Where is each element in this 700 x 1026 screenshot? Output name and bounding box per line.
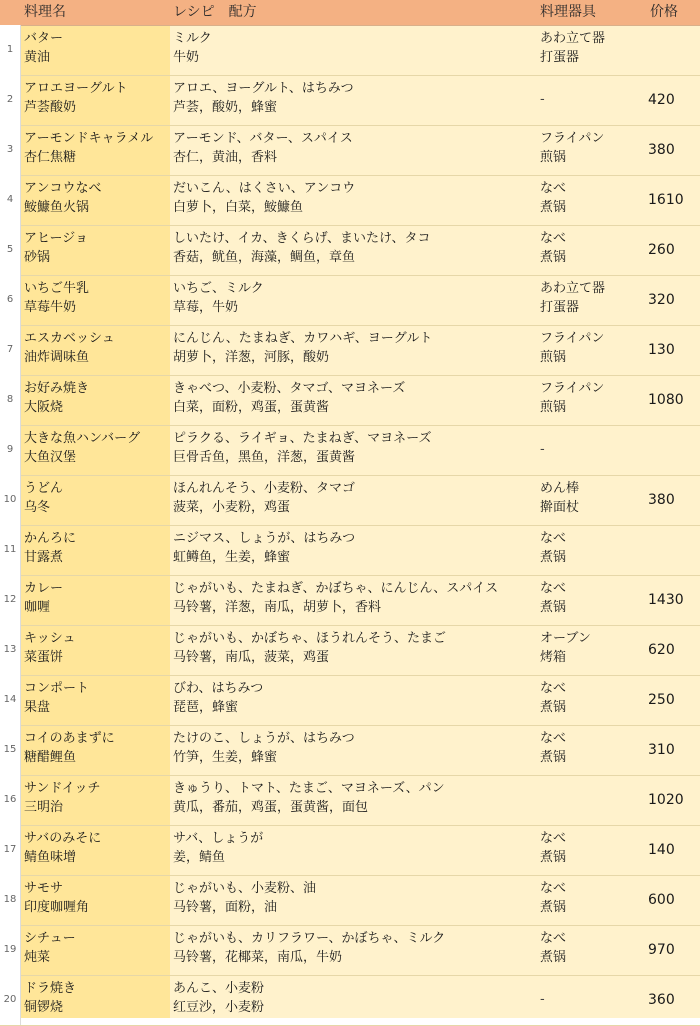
cell-dish-name[interactable] bbox=[24, 179, 101, 217]
dish-name-cn: 三明治 bbox=[24, 800, 64, 815]
cell-dish-name[interactable] bbox=[24, 229, 88, 267]
tool-jp: あわ立て器 bbox=[540, 31, 606, 46]
cell-tool-empty[interactable]: - bbox=[540, 442, 545, 457]
cell-recipe[interactable] bbox=[173, 329, 432, 367]
table-row[interactable] bbox=[0, 75, 700, 126]
dish-name-jp: サンドイッチ bbox=[24, 781, 101, 796]
cell-recipe[interactable] bbox=[173, 229, 431, 267]
tool-jp: フライパン bbox=[540, 331, 605, 346]
cell-recipe[interactable] bbox=[173, 829, 263, 867]
tool-jp: めん棒 bbox=[540, 481, 580, 496]
recipe-jp: じゃがいも、カリフラワー、かぼちゃ、ミルク bbox=[173, 931, 446, 946]
cell-tool-empty[interactable]: - bbox=[540, 92, 545, 107]
recipe-cn: 草莓，牛奶 bbox=[173, 300, 239, 315]
row-number[interactable]: 16 bbox=[0, 775, 21, 825]
cell-price[interactable]: 320 bbox=[648, 292, 675, 308]
recipe-cn: 白菜，面粉，鸡蛋，蛋黄酱 bbox=[173, 400, 330, 415]
table-row[interactable] bbox=[0, 325, 700, 376]
cell-recipe[interactable] bbox=[173, 279, 264, 317]
table-row[interactable] bbox=[0, 725, 700, 776]
tool-jp: なべ bbox=[540, 681, 567, 696]
recipe-cn: 马铃薯，面粉，油 bbox=[173, 900, 278, 915]
recipe-cn: 黄瓜，番茄，鸡蛋，蛋黄酱，面包 bbox=[173, 800, 369, 815]
cell-recipe[interactable] bbox=[173, 979, 264, 1017]
tool-cn: 煎锅 bbox=[540, 150, 567, 165]
recipe-cn: 马铃薯，花椰菜，南瓜，牛奶 bbox=[173, 950, 343, 965]
cell-tool[interactable] bbox=[540, 129, 604, 167]
recipe-jp: あんこ、小麦粉 bbox=[173, 981, 265, 996]
cell-price[interactable]: 1610 bbox=[648, 192, 684, 208]
dish-name-jp: うどん bbox=[24, 481, 64, 496]
recipe-jp: アーモンド、バター、スパイス bbox=[173, 131, 353, 146]
table-row[interactable] bbox=[0, 875, 700, 926]
cell-recipe[interactable] bbox=[173, 379, 405, 417]
cell-tool[interactable] bbox=[540, 629, 591, 667]
dish-name-jp: アロエヨーグルト bbox=[24, 81, 128, 96]
table-row[interactable] bbox=[0, 525, 700, 576]
recipe-jp: しいたけ、イカ、きくらげ、まいたけ、タコ bbox=[173, 231, 431, 246]
tool-jp: なべ bbox=[540, 731, 567, 746]
row-number[interactable]: 17 bbox=[0, 825, 21, 875]
table-row[interactable] bbox=[0, 25, 700, 76]
dish-name-jp: アヒージョ bbox=[24, 231, 88, 246]
dish-name-jp: カレー bbox=[24, 581, 64, 596]
recipe-jp: びわ、はちみつ bbox=[173, 681, 264, 696]
tool-jp: なべ bbox=[540, 181, 567, 196]
dish-name-jp: バター bbox=[24, 31, 64, 46]
dish-name-cn: 糖醋鲤鱼 bbox=[24, 750, 77, 765]
row-number[interactable]: 11 bbox=[0, 525, 21, 575]
tool-cn: 煮锅 bbox=[540, 600, 567, 615]
row-number[interactable]: 9 bbox=[0, 425, 21, 475]
cell-price[interactable]: 380 bbox=[648, 142, 675, 158]
tool-jp: あわ立て器 bbox=[540, 281, 606, 296]
cell-price[interactable]: 250 bbox=[648, 692, 675, 708]
tool-cn: 煮锅 bbox=[540, 550, 567, 565]
dish-name-cn: 大阪烧 bbox=[24, 400, 64, 415]
table-row[interactable] bbox=[0, 475, 700, 526]
cell-recipe[interactable] bbox=[173, 679, 263, 717]
dish-name-cn: 杏仁焦糖 bbox=[24, 150, 77, 165]
dish-name-jp: サバのみそに bbox=[24, 831, 102, 846]
recipe-jp: サバ、しょうが bbox=[173, 831, 264, 846]
row-number[interactable]: 14 bbox=[0, 675, 21, 725]
cell-tool[interactable] bbox=[540, 279, 605, 317]
cell-dish-name[interactable] bbox=[24, 529, 76, 567]
cell-tool[interactable] bbox=[540, 379, 604, 417]
row-number[interactable]: 12 bbox=[0, 575, 21, 625]
recipe-cn: 白萝卜，白菜，鮟鱇鱼 bbox=[173, 200, 304, 215]
tool-jp: なべ bbox=[540, 581, 567, 596]
cell-dish-name[interactable] bbox=[24, 879, 89, 917]
cell-recipe[interactable] bbox=[173, 179, 355, 217]
recipe-cn: 红豆沙，小麦粉 bbox=[173, 1000, 265, 1015]
dish-name-jp: サモサ bbox=[24, 881, 64, 896]
cell-tool[interactable] bbox=[540, 879, 566, 917]
cell-recipe[interactable] bbox=[173, 729, 355, 767]
cell-dish-name[interactable] bbox=[24, 279, 89, 317]
dish-name-jp: コイのあまずに bbox=[24, 731, 115, 746]
dish-name-cn: 鲭鱼味增 bbox=[24, 850, 77, 865]
dish-name-cn: 印度咖喱角 bbox=[24, 900, 90, 915]
cell-recipe[interactable] bbox=[173, 629, 446, 667]
cell-recipe[interactable] bbox=[173, 779, 445, 817]
header-price[interactable]: 价格 bbox=[650, 4, 678, 20]
cell-price[interactable]: 1020 bbox=[648, 792, 684, 808]
recipe-cn: 牛奶 bbox=[173, 50, 200, 65]
table-row[interactable] bbox=[0, 125, 700, 176]
header-tool[interactable]: 料理器具 bbox=[540, 4, 596, 20]
dish-name-cn: 砂锅 bbox=[24, 250, 51, 265]
tool-cn: 煎锅 bbox=[540, 350, 567, 365]
dish-name-jp: シチュー bbox=[24, 931, 76, 946]
dish-name-jp: キッシュ bbox=[24, 631, 76, 646]
cell-price[interactable]: 130 bbox=[648, 342, 675, 358]
dish-name-jp: 大きな魚ハンバーグ bbox=[24, 431, 141, 446]
recipe-cn: 香菇，鱿鱼，海藻，鲷鱼，章鱼 bbox=[173, 250, 356, 265]
dish-name-cn: 乌冬 bbox=[24, 500, 51, 515]
cell-tool[interactable] bbox=[540, 479, 579, 517]
table-row[interactable] bbox=[0, 425, 700, 476]
dish-name-cn: 芦荟酸奶 bbox=[24, 100, 77, 115]
recipe-jp: ミルク bbox=[173, 31, 212, 46]
row-number[interactable]: 4 bbox=[0, 175, 21, 225]
cell-tool[interactable] bbox=[540, 829, 566, 867]
dish-name-cn: 甘露煮 bbox=[24, 550, 64, 565]
tool-cn: 烤箱 bbox=[540, 650, 567, 665]
row-number[interactable]: 1 bbox=[0, 25, 21, 75]
dish-name-jp: ドラ焼き bbox=[24, 981, 77, 996]
row-number[interactable]: 19 bbox=[0, 925, 21, 975]
dish-name-cn: 草莓牛奶 bbox=[24, 300, 77, 315]
recipe-jp: だいこん、はくさい、アンコウ bbox=[173, 181, 356, 196]
cell-recipe[interactable] bbox=[173, 879, 316, 917]
tool-jp: なべ bbox=[540, 931, 567, 946]
cell-price[interactable]: 1430 bbox=[648, 592, 684, 608]
recipe-jp: いちご、ミルク bbox=[173, 281, 264, 296]
dish-name-cn: 咖喱 bbox=[24, 600, 51, 615]
dish-name-jp: かんろに bbox=[24, 531, 77, 546]
cell-recipe[interactable] bbox=[173, 29, 212, 67]
dish-name-cn: 油炸调味鱼 bbox=[24, 350, 90, 365]
dish-name-cn: 大鱼汉堡 bbox=[24, 450, 77, 465]
cell-recipe[interactable] bbox=[173, 79, 354, 117]
tool-jp: なべ bbox=[540, 531, 567, 546]
dish-name-cn: 黄油 bbox=[24, 50, 51, 65]
tool-jp: なべ bbox=[540, 231, 567, 246]
row-number[interactable]: 20 bbox=[0, 975, 21, 1025]
dish-name-cn: 鮟鱇鱼火锅 bbox=[24, 200, 90, 215]
tool-jp: フライパン bbox=[540, 131, 605, 146]
recipe-cn: 虹鳟鱼，生姜，蜂蜜 bbox=[173, 550, 291, 565]
recipe-cn: 马铃薯，南瓜，菠菜，鸡蛋 bbox=[173, 650, 330, 665]
tool-jp: なべ bbox=[540, 831, 567, 846]
cell-recipe[interactable] bbox=[173, 579, 498, 617]
dish-name-cn: 菜蛋饼 bbox=[24, 650, 64, 665]
tool-cn: 打蛋器 bbox=[540, 300, 580, 315]
row-number[interactable]: 10 bbox=[0, 475, 21, 525]
cell-tool[interactable] bbox=[540, 29, 605, 67]
recipe-jp: じゃがいも、たまねぎ、かぼちゃ、にんじん、スパイス bbox=[173, 581, 499, 596]
cell-dish-name[interactable] bbox=[24, 329, 115, 367]
recipe-cn: 芦荟，酸奶，蜂蜜 bbox=[173, 100, 278, 115]
dish-name-cn: 炖菜 bbox=[24, 950, 51, 965]
cell-price[interactable]: 620 bbox=[648, 642, 675, 658]
cell-price[interactable]: 420 bbox=[648, 92, 675, 108]
dish-name-jp: アーモンドキャラメル bbox=[24, 131, 154, 146]
cell-tool[interactable] bbox=[540, 179, 566, 217]
cell-tool[interactable] bbox=[540, 579, 566, 617]
table-row[interactable] bbox=[0, 825, 700, 876]
cell-tool[interactable] bbox=[540, 529, 566, 567]
cell-dish-name[interactable] bbox=[24, 829, 101, 867]
cell-price[interactable]: 380 bbox=[648, 492, 675, 508]
cell-dish-name[interactable] bbox=[24, 29, 63, 67]
row-number[interactable]: 2 bbox=[0, 75, 21, 125]
table-row[interactable] bbox=[0, 975, 700, 1026]
dish-name-cn: 果盘 bbox=[24, 700, 51, 715]
recipe-jp: にんじん、たまねぎ、カワハギ、ヨーグルト bbox=[173, 331, 433, 346]
cell-dish-name[interactable] bbox=[24, 679, 89, 717]
cell-dish-name[interactable] bbox=[24, 429, 140, 467]
cell-tool[interactable] bbox=[540, 729, 566, 767]
row-number[interactable]: 7 bbox=[0, 325, 21, 375]
row-number[interactable]: 13 bbox=[0, 625, 21, 675]
recipe-jp: じゃがいも、かぼちゃ、ほうれんそう、たまご bbox=[173, 631, 447, 646]
recipe-cn: 竹笋，生姜，蜂蜜 bbox=[173, 750, 278, 765]
cell-price[interactable]: 1080 bbox=[648, 392, 684, 408]
cell-tool-empty[interactable]: - bbox=[540, 992, 545, 1007]
header-name[interactable]: 料理名 bbox=[24, 4, 66, 20]
table-row[interactable] bbox=[0, 575, 700, 626]
cell-recipe[interactable] bbox=[173, 479, 355, 517]
row-number[interactable]: 6 bbox=[0, 275, 21, 325]
cell-price[interactable]: 260 bbox=[648, 242, 675, 258]
recipe-cn: 姜，鲭鱼 bbox=[173, 850, 226, 865]
recipe-jp: じゃがいも、小麦粉、油 bbox=[173, 881, 317, 896]
recipe-cn: 琵琶，蜂蜜 bbox=[173, 700, 239, 715]
recipe-jp: アロエ、ヨーグルト、はちみつ bbox=[173, 81, 354, 96]
cell-dish-name[interactable] bbox=[24, 579, 63, 617]
row-number[interactable]: 15 bbox=[0, 725, 21, 775]
recipe-jp: きゅうり、トマト、たまご、マヨネーズ、パン bbox=[173, 781, 445, 796]
recipe-cn: 菠菜，小麦粉，鸡蛋 bbox=[173, 500, 291, 515]
row-number[interactable]: 5 bbox=[0, 225, 21, 275]
cell-dish-name[interactable] bbox=[24, 979, 76, 1017]
cell-tool[interactable] bbox=[540, 229, 566, 267]
tool-cn: 煮锅 bbox=[540, 850, 567, 865]
cell-tool[interactable] bbox=[540, 679, 566, 717]
recipe-cn: 巨骨舌鱼，黑鱼，洋葱，蛋黄酱 bbox=[173, 450, 356, 465]
cell-tool[interactable] bbox=[540, 329, 604, 367]
tool-cn: 煮锅 bbox=[540, 900, 567, 915]
dish-name-jp: いちご牛乳 bbox=[24, 281, 90, 296]
dish-name-jp: お好み焼き bbox=[24, 381, 90, 396]
cell-price[interactable]: 310 bbox=[648, 742, 675, 758]
recipe-cn: 杏仁，黄油，香料 bbox=[173, 150, 278, 165]
cell-price[interactable]: 360 bbox=[648, 992, 675, 1008]
tool-jp: なべ bbox=[540, 881, 567, 896]
cell-recipe[interactable] bbox=[173, 529, 355, 567]
recipe-jp: ほんれんそう、小麦粉、タマゴ bbox=[173, 481, 356, 496]
table-row[interactable] bbox=[0, 675, 700, 726]
recipe-cn: 胡萝卜，洋葱，河豚，酸奶 bbox=[173, 350, 330, 365]
table-row[interactable] bbox=[0, 925, 700, 976]
cell-price[interactable]: 600 bbox=[648, 892, 675, 908]
cell-price[interactable]: 140 bbox=[648, 842, 675, 858]
cell-price[interactable]: 970 bbox=[648, 942, 675, 958]
recipe-jp: ニジマス、しょうが、はちみつ bbox=[173, 531, 356, 546]
row-number[interactable]: 3 bbox=[0, 125, 21, 175]
cell-recipe[interactable] bbox=[173, 929, 445, 967]
cell-dish-name[interactable] bbox=[24, 779, 100, 817]
recipe-jp: ピラクる、ライギョ、たまねぎ、マヨネーズ bbox=[173, 431, 432, 446]
cell-dish-name[interactable] bbox=[24, 629, 75, 667]
table-row[interactable] bbox=[0, 225, 700, 276]
dish-name-jp: コンポート bbox=[24, 681, 90, 696]
cell-recipe[interactable] bbox=[173, 429, 431, 467]
cell-tool[interactable] bbox=[540, 929, 566, 967]
tool-jp: オーブン bbox=[540, 631, 591, 646]
cell-dish-name[interactable] bbox=[24, 729, 115, 767]
cell-dish-name[interactable] bbox=[24, 929, 76, 967]
cell-recipe[interactable] bbox=[173, 129, 353, 167]
header-recipe[interactable]: レシピ 配方 bbox=[173, 4, 257, 20]
table-row[interactable] bbox=[0, 775, 700, 826]
cell-dish-name[interactable] bbox=[24, 129, 153, 167]
tool-cn: 煮锅 bbox=[540, 250, 567, 265]
table-row[interactable] bbox=[0, 375, 700, 426]
row-number[interactable]: 18 bbox=[0, 875, 21, 925]
table-row[interactable] bbox=[0, 625, 700, 676]
cell-dish-name[interactable] bbox=[24, 79, 128, 117]
header-row bbox=[0, 0, 700, 26]
table-row[interactable] bbox=[0, 275, 700, 326]
table-row[interactable] bbox=[0, 175, 700, 226]
recipe-cn: 马铃薯，洋葱，南瓜，胡萝卜，香料 bbox=[173, 600, 382, 615]
cell-dish-name[interactable] bbox=[24, 379, 89, 417]
tool-cn: 煮锅 bbox=[540, 750, 567, 765]
recipe-jp: たけのこ、しょうが、はちみつ bbox=[173, 731, 355, 746]
cell-dish-name[interactable] bbox=[24, 479, 63, 517]
dish-name-cn: 铜锣烧 bbox=[24, 1000, 64, 1015]
tool-jp: フライパン bbox=[540, 381, 605, 396]
tool-cn: 煮锅 bbox=[540, 200, 567, 215]
tool-cn: 煎锅 bbox=[540, 400, 567, 415]
recipe-jp: きゃべつ、小麦粉、タマゴ、マヨネーズ bbox=[173, 381, 406, 396]
tool-cn: 打蛋器 bbox=[540, 50, 580, 65]
dish-name-jp: アンコウなべ bbox=[24, 181, 102, 196]
row-number[interactable]: 8 bbox=[0, 375, 21, 425]
tool-cn: 煮锅 bbox=[540, 950, 567, 965]
tool-cn: 擀面杖 bbox=[540, 500, 580, 515]
dish-name-jp: エスカベッシュ bbox=[24, 331, 115, 346]
tool-cn: 煮锅 bbox=[540, 700, 567, 715]
